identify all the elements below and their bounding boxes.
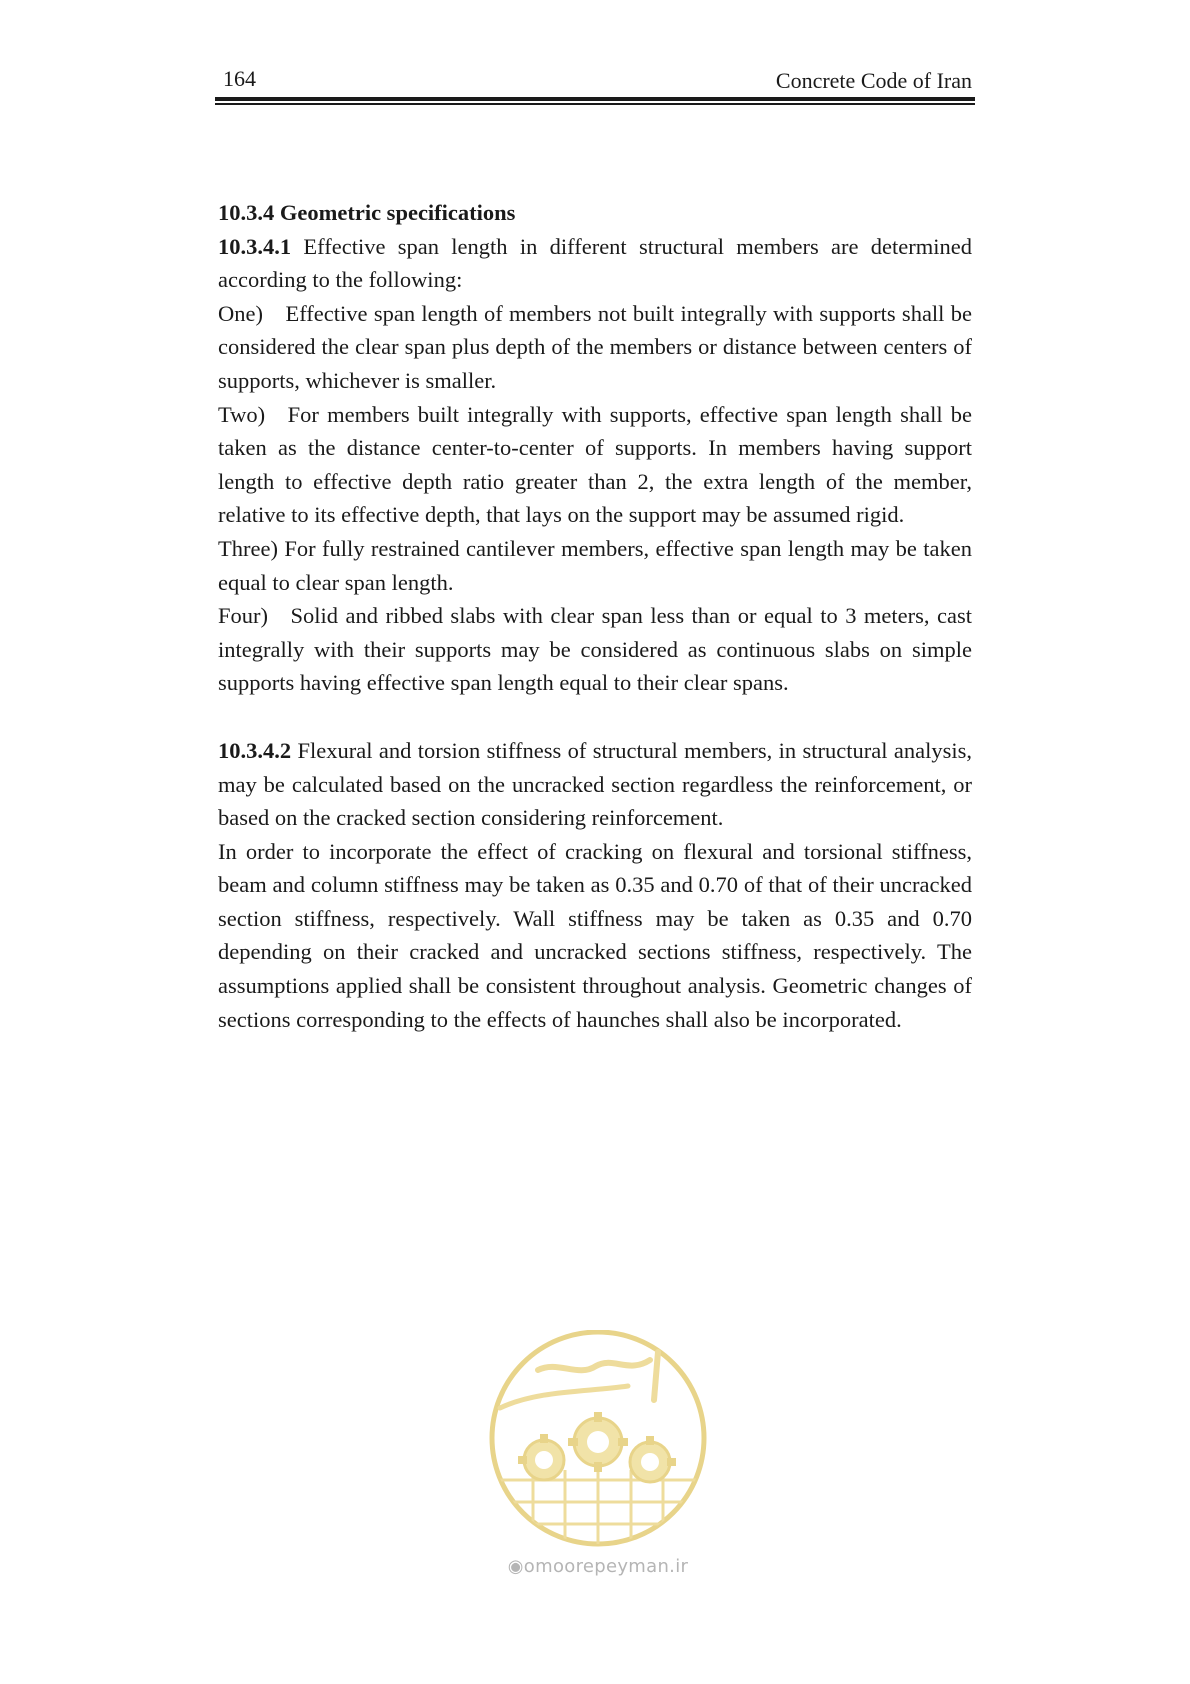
header-rule-thin: [215, 103, 975, 105]
clause-number: 10.3.4.1: [218, 233, 292, 259]
watermark-emblem: [478, 1330, 718, 1555]
section-heading: 10.3.4 Geometric specifications: [218, 200, 516, 225]
running-title: Concrete Code of Iran: [775, 68, 972, 93]
page-number: 164: [223, 66, 256, 91]
clause-number: 10.3.4.2: [218, 737, 292, 763]
watermark-url: ◉omoorepeyman.ir: [507, 1556, 689, 1577]
clause-10-3-4-1: [218, 230, 972, 297]
page-body: [218, 196, 972, 1036]
clause-10-3-4-2: [218, 734, 972, 835]
list-item-two: Two) For members built integrally with supports, effective span length shall be taken as the distance center-to-center of supports. In members having support length to effective depth ratio greater than 2, the extra length of the member, relative to its effective depth, that lays on the support may be assumed rigid.: [218, 401, 972, 528]
header-rule-thick: [215, 97, 975, 101]
clause-intro: Flexural and torsion stiffness of structural members, in structural analysis, may be calculated based on the uncracked section regardless the reinforcement, or based on the cracked section considering reinforcement.: [218, 737, 972, 831]
watermark-logo: [478, 1330, 718, 1590]
clause-intro: Effective span length in different structural members are determined according to the following:: [218, 233, 972, 293]
paragraph-gap: [218, 700, 972, 734]
stiffness-paragraph: In order to incorporate the effect of cracking on flexural and torsional stiffness, beam and column stiffness may be taken as 0.35 and 0.70 of that of their uncracked section stiffness, respectively. Wall stiffness may be taken as 0.35 and 0.70 depending on their cracked and uncracked sections stiffness, respectively. The assumptions applied shall be consistent throughout analysis. Geometric changes of sections corresponding to the effects of haunches shall also be incorporated.: [218, 838, 972, 1032]
list-item-one: One) Effective span length of members not built integrally with supports shall be considered the clear span plus depth of the members or distance between centers of supports, whichever is smaller.: [218, 300, 972, 393]
list-item-three: Three) For fully restrained cantilever members, effective span length may be taken equal to clear span length.: [218, 535, 972, 595]
list-item-four: Four) Solid and ribbed slabs with clear span less than or equal to 3 meters, cast integrally with their supports may be considered as continuous slabs on simple supports having effective span length equal to their clear spans.: [218, 603, 972, 696]
